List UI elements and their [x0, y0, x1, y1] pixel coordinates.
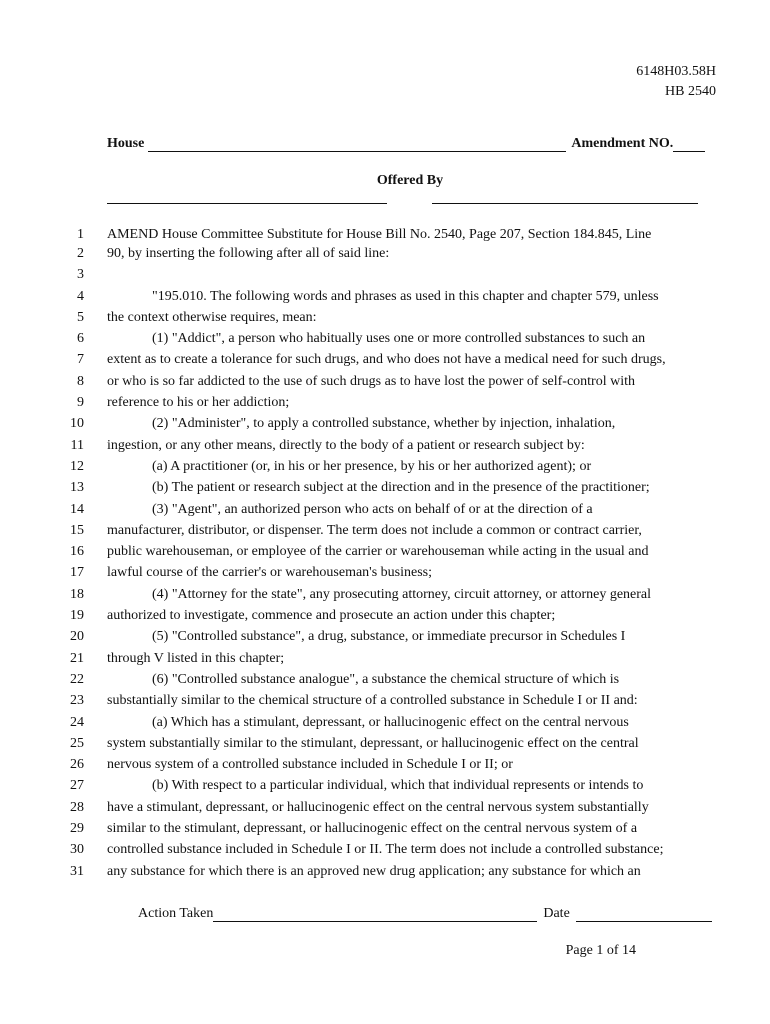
line-text: ingestion, or any other means, directly to the body of a patient or research subject by: — [107, 437, 585, 453]
line-text: substantially similar to the chemical structure of a controlled substance in Schedule I or II and: — [107, 693, 638, 709]
line-text: have a stimulant, depressant, or hallucinogenic effect on the central nervous system substantially — [107, 799, 649, 815]
text-line — [0, 456, 770, 477]
text-line — [0, 226, 770, 243]
text-line — [0, 626, 770, 647]
action-taken-blank — [213, 907, 537, 922]
line-number: 28 — [70, 799, 84, 815]
line-number: 26 — [70, 757, 84, 773]
offered-by-blank-left — [107, 203, 387, 204]
line-number: 2 — [77, 246, 84, 261]
line-number: 27 — [70, 778, 84, 794]
line-number: 7 — [77, 352, 84, 368]
line-number: 30 — [70, 842, 84, 858]
text-line — [0, 584, 770, 605]
line-number: 14 — [70, 501, 84, 517]
text-line — [0, 562, 770, 583]
text-line — [0, 307, 770, 328]
doc-code: 6148H03.58H — [636, 64, 716, 79]
line-number: 9 — [77, 395, 84, 411]
line-number: 23 — [70, 693, 84, 709]
line-text: (5) "Controlled substance", a drug, substance, or immediate precursor in Schedules I — [152, 629, 626, 645]
text-line — [0, 541, 770, 562]
line-number: 24 — [70, 714, 84, 730]
text-line — [0, 328, 770, 349]
line-number: 10 — [70, 416, 84, 432]
line-text: similar to the stimulant, depressant, or hallucinogenic effect on the central nervous system of a — [107, 821, 638, 837]
line-number: 4 — [77, 288, 84, 304]
text-line — [0, 648, 770, 669]
line-number: 16 — [70, 544, 84, 560]
text-line — [0, 754, 770, 775]
text-line — [0, 818, 770, 839]
line-number: 25 — [70, 735, 84, 751]
line-text: lawful course of the carrier's or warehouseman's business; — [107, 565, 432, 581]
line-text: authorized to investigate, commence and prosecute an action under this chapter; — [107, 608, 556, 624]
line-text: (4) "Attorney for the state", any prosecuting attorney, circuit attorney, or attorney general — [152, 586, 652, 602]
text-line — [0, 839, 770, 860]
line-text: or who is so far addicted to the use of such drugs as to have lost the power of self-control with — [107, 373, 635, 389]
line-number: 12 — [70, 458, 84, 474]
line-number: 17 — [70, 565, 84, 581]
line-text: (b) The patient or research subject at the direction and in the presence of the practitioner; — [152, 480, 650, 496]
line-text: (1) "Addict", a person who habitually uses one or more controlled substances to such an — [152, 331, 646, 347]
line-number: 18 — [70, 586, 84, 602]
text-line — [0, 499, 770, 520]
line-text: (6) "Controlled substance analogue", a substance the chemical structure of which is — [152, 671, 620, 687]
action-taken-line — [138, 906, 716, 922]
line-text: nervous system of a controlled substance included in Schedule I or II; or — [107, 757, 513, 773]
text-line — [0, 349, 770, 370]
offered-by: Offered By — [376, 173, 444, 188]
offered-by-blank-right — [432, 203, 698, 204]
line-number: 31 — [70, 863, 84, 879]
text-line — [0, 605, 770, 626]
line-number: 1 — [77, 227, 84, 242]
text-line — [0, 243, 770, 264]
line-number: 6 — [77, 331, 84, 347]
line-text: (a) Which has a stimulant, depressant, or hallucinogenic effect on the central nervous — [152, 714, 629, 730]
line-number: 19 — [70, 608, 84, 624]
text-line — [0, 264, 770, 285]
line-number: 8 — [77, 373, 84, 389]
line-text: (b) With respect to a particular individual, which that individual represents or intends to — [152, 778, 644, 794]
text-line — [0, 392, 770, 413]
bill-number: HB 2540 — [665, 84, 716, 99]
page-number: Page 1 of 14 — [565, 943, 636, 958]
text-line — [0, 413, 770, 434]
text-line — [0, 477, 770, 498]
line-text: 90, by inserting the following after all of said line: — [107, 246, 390, 261]
line-text: controlled substance included in Schedule I or II. The term does not include a controlled substance; — [107, 842, 664, 858]
line-number: 11 — [70, 437, 84, 453]
date-blank — [576, 907, 712, 922]
line-text: (a) A practitioner (or, in his or her presence, by his or her authorized agent); or — [152, 458, 592, 474]
line-text: public warehouseman, or employee of the carrier or warehouseman while acting in the usual and — [107, 544, 649, 560]
line-text: AMEND House Committee Substitute for House Bill No. 2540, Page 207, Section 184.845, Line — [107, 227, 652, 242]
line-number: 29 — [70, 821, 84, 837]
text-line — [0, 797, 770, 818]
line-text: (3) "Agent", an authorized person who acts on behalf of or at the direction of a — [152, 501, 593, 517]
amendment-number-blank — [673, 137, 705, 152]
line-number: 21 — [70, 650, 84, 666]
line-number: 13 — [70, 480, 84, 496]
text-line — [0, 520, 770, 541]
action-taken-label: Action Taken — [138, 906, 214, 921]
line-number: 3 — [77, 267, 84, 283]
text-line — [0, 371, 770, 392]
line-text: system substantially similar to the stimulant, depressant, or hallucinogenic effect on the central — [107, 735, 639, 751]
amendment-body — [0, 226, 770, 882]
text-line — [0, 690, 770, 711]
line-text: through V listed in this chapter; — [107, 650, 285, 666]
text-line — [0, 669, 770, 690]
house-amendment-line — [107, 136, 713, 152]
house-label: House — [107, 136, 145, 151]
line-text: reference to his or her addiction; — [107, 395, 290, 411]
line-number: 20 — [70, 629, 84, 645]
doc-code-block — [636, 62, 716, 102]
line-number: 22 — [70, 671, 84, 687]
text-line — [0, 712, 770, 733]
text-line — [0, 435, 770, 456]
line-text: any substance for which there is an approved new drug application; any substance for which an — [107, 863, 641, 879]
amendment-label: Amendment NO. — [571, 136, 674, 151]
text-line — [0, 286, 770, 307]
date-label: Date — [543, 906, 570, 921]
line-number: 5 — [77, 309, 84, 325]
text-line — [0, 733, 770, 754]
house-blank — [148, 137, 566, 152]
line-text: extent as to create a tolerance for such drugs, and who does not have a medical need for such drugs, — [107, 352, 666, 368]
text-line — [0, 775, 770, 796]
line-number: 15 — [70, 522, 84, 538]
text-line — [0, 861, 770, 882]
line-text: (2) "Administer", to apply a controlled substance, whether by injection, inhalation, — [152, 416, 616, 432]
line-text: "195.010. The following words and phrases as used in this chapter and chapter 579, unless — [152, 288, 659, 304]
line-text: the context otherwise requires, mean: — [107, 309, 317, 325]
line-text: manufacturer, distributor, or dispenser. The term does not include a common or contract carrier, — [107, 522, 642, 538]
